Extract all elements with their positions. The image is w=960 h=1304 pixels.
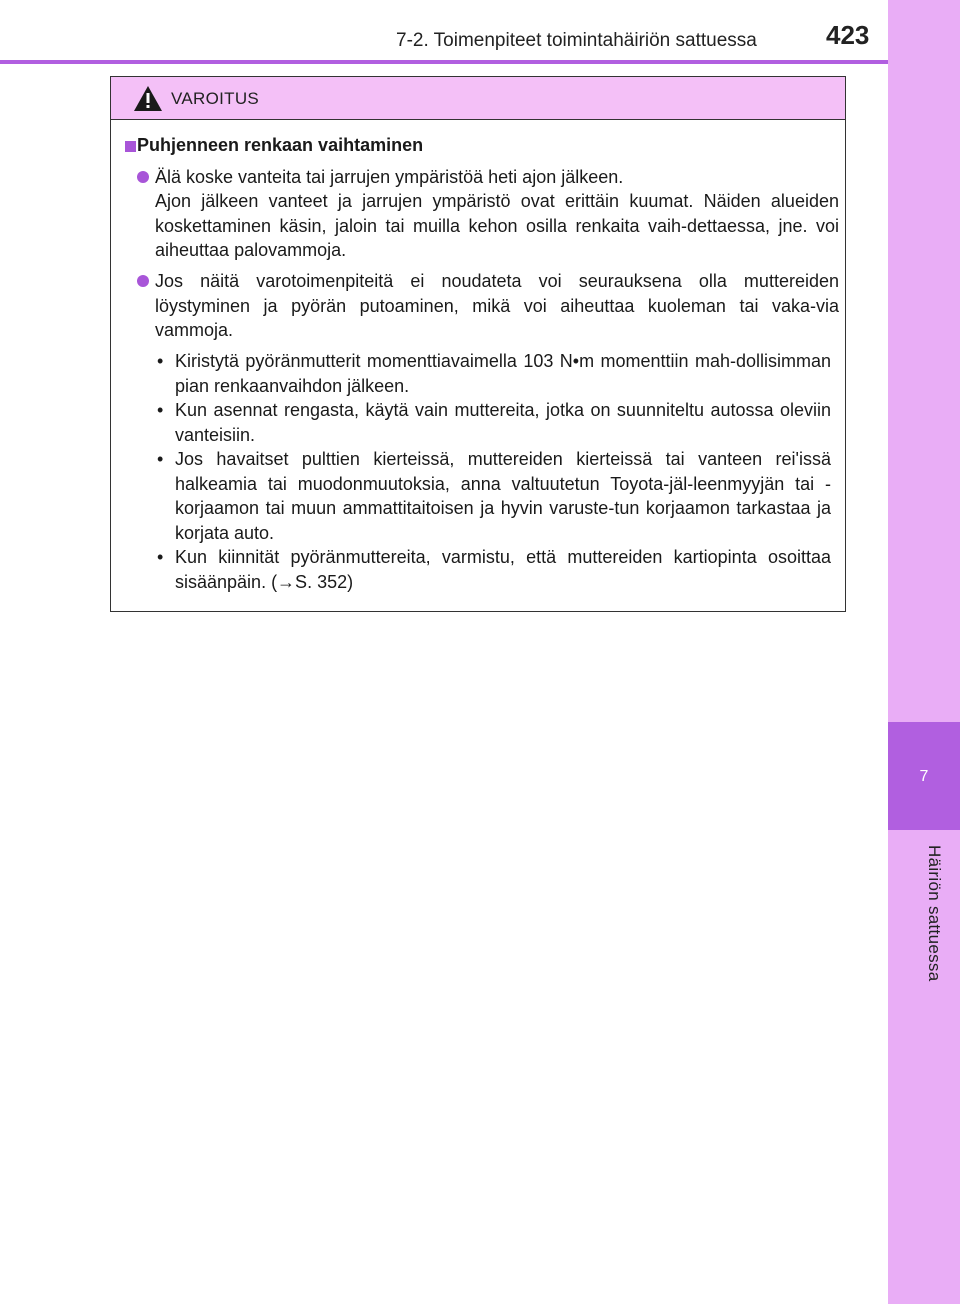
page-number: 423 — [826, 20, 870, 50]
warning-box — [110, 76, 846, 612]
side-tab — [888, 0, 960, 1304]
sub-bullet-marker: • — [157, 449, 164, 469]
sub-bullet-marker: • — [157, 351, 164, 371]
bullet-1-body: Ajon jälkeen vanteet ja jarrujen ympäristö ovat erittäin kuumat. Näiden alueiden koskettaminen käsin, jaloin tai muilla kehon osilla renkaita vaih-dettaessa, jne. voi aiheuttaa palovammoja. — [155, 191, 839, 260]
sub-item-4: Kun kiinnität pyöränmuttereita, varmistu, että muttereiden kartiopinta osoittaa sisäänpäin. (→S. 352) — [175, 547, 831, 592]
header-divider — [0, 60, 888, 64]
bullet-1-lead: Älä koske vanteita tai jarrujen ympäristöä heti ajon jälkeen. — [155, 167, 624, 187]
bullet-dot — [137, 171, 149, 183]
warning-title: VAROITUS — [171, 89, 260, 108]
sub-item-3: Jos havaitset pulttien kierteissä, muttereiden kierteissä tai vanteen rei'issä halkeamia tai muodonmuutoksia, anna valtuutetun Toyota-jäl-leenmyyjän tai -korjaamon tai muun ammattitaitoisen ja hyvin varuste-tun korjaamon tarkastaa ja korjata auto. — [175, 449, 831, 543]
sub-item-2: Kun asennat rengasta, käytä vain muttereita, jotka on suunniteltu autossa oleviin vanteisiin. — [175, 400, 831, 445]
bullet-dot — [137, 275, 149, 287]
sub-item-1: Kiristytä pyöränmutterit momenttiavaimella 103 N•m momenttiin mah-dollisimman pian renkaanvaihdon jälkeen. — [175, 351, 831, 396]
sub-bullet-marker: • — [157, 547, 164, 567]
bullet-2-text: Jos näitä varotoimenpiteitä ei noudateta voi seurauksena olla muttereiden löystyminen ja pyörän putoaminen, mikä voi aiheuttaa kuoleman tai vaka-via vammoja. — [155, 271, 839, 340]
chapter-label: Häiriön sattuessa — [925, 845, 944, 982]
sub-bullet-marker: • — [157, 400, 164, 420]
page-header-title: 7-2. Toimenpiteet toimintahäiriön sattuessa — [396, 30, 757, 51]
section-square-marker — [125, 141, 136, 152]
warning-triangle-icon — [133, 85, 163, 112]
section-title: Puhjenneen renkaan vaihtaminen — [137, 135, 424, 155]
chapter-number: 7 — [919, 768, 929, 785]
warning-header — [111, 77, 845, 120]
